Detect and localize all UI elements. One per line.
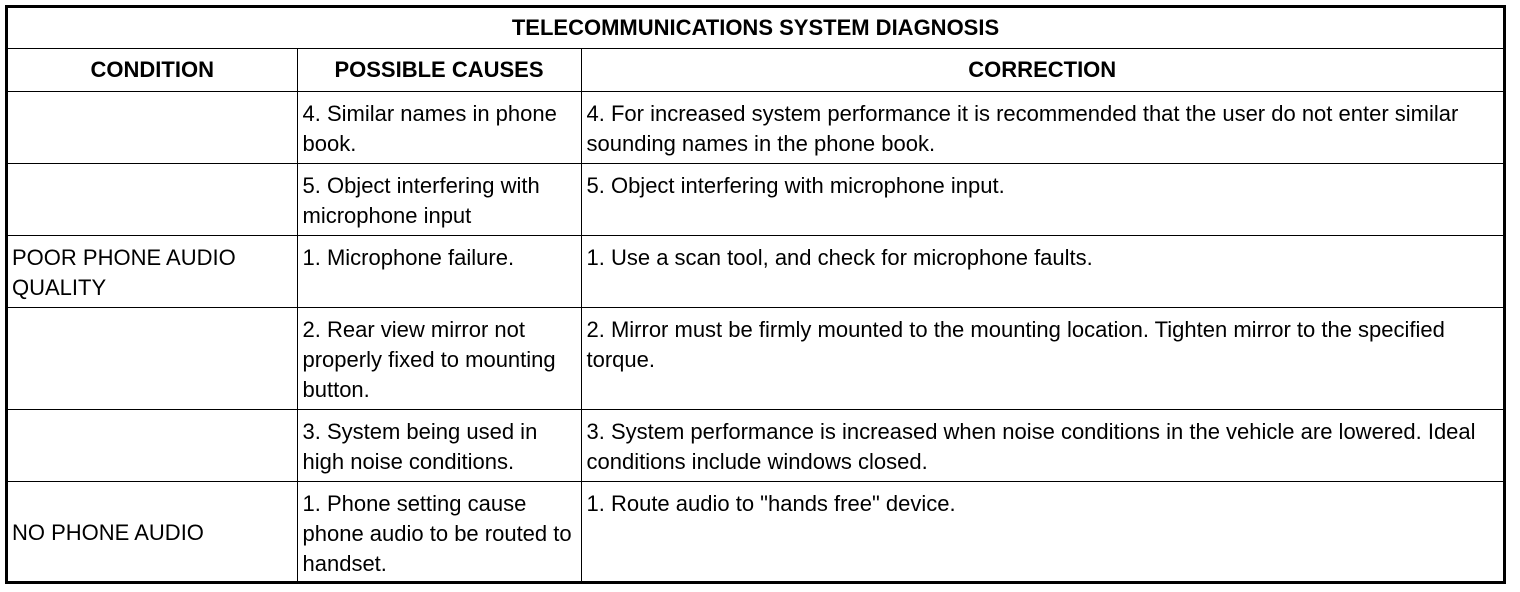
- condition-cell: [8, 308, 297, 410]
- cause-cell: 4. Similar names in phone book.: [297, 92, 581, 164]
- table-row: [8, 164, 1503, 236]
- condition-cell: [8, 92, 297, 164]
- condition-cell: [8, 164, 297, 236]
- diagnosis-table: [8, 8, 1503, 583]
- correction-cell: 5. Object interfering with microphone input.: [581, 164, 1503, 236]
- table-row: [8, 236, 1503, 308]
- condition-cell: POOR PHONE AUDIO QUALITY: [8, 236, 297, 308]
- correction-cell: 1. Route audio to "hands free" device.: [581, 482, 1503, 584]
- column-header-correction: CORRECTION: [581, 49, 1503, 92]
- correction-cell: 3. System performance is increased when noise conditions in the vehicle are lowered. Ideal conditions include windows closed.: [581, 410, 1503, 482]
- condition-cell: NO PHONE AUDIO: [8, 482, 297, 584]
- cause-cell: 5. Object interfering with microphone input: [297, 164, 581, 236]
- cause-cell: 2. Rear view mirror not properly fixed to mounting button.: [297, 308, 581, 410]
- cause-cell: 1. Microphone failure.: [297, 236, 581, 308]
- table-title: TELECOMMUNICATIONS SYSTEM DIAGNOSIS: [8, 8, 1503, 49]
- correction-cell: 4. For increased system performance it is recommended that the user do not enter similar sounding names in the phone book.: [581, 92, 1503, 164]
- table-row: [8, 92, 1503, 164]
- table-title-row: [8, 8, 1503, 49]
- correction-cell: 1. Use a scan tool, and check for microphone faults.: [581, 236, 1503, 308]
- column-header-condition: CONDITION: [8, 49, 297, 92]
- correction-cell: 2. Mirror must be firmly mounted to the mounting location. Tighten mirror to the specified torque.: [581, 308, 1503, 410]
- table-row: [8, 308, 1503, 410]
- table-row: [8, 410, 1503, 482]
- table-header-row: [8, 49, 1503, 92]
- diagnosis-table-frame: [5, 5, 1506, 584]
- condition-cell: [8, 410, 297, 482]
- column-header-possible-causes: POSSIBLE CAUSES: [297, 49, 581, 92]
- table-row: [8, 482, 1503, 584]
- cause-cell: 1. Phone setting cause phone audio to be routed to handset.: [297, 482, 581, 584]
- cause-cell: 3. System being used in high noise conditions.: [297, 410, 581, 482]
